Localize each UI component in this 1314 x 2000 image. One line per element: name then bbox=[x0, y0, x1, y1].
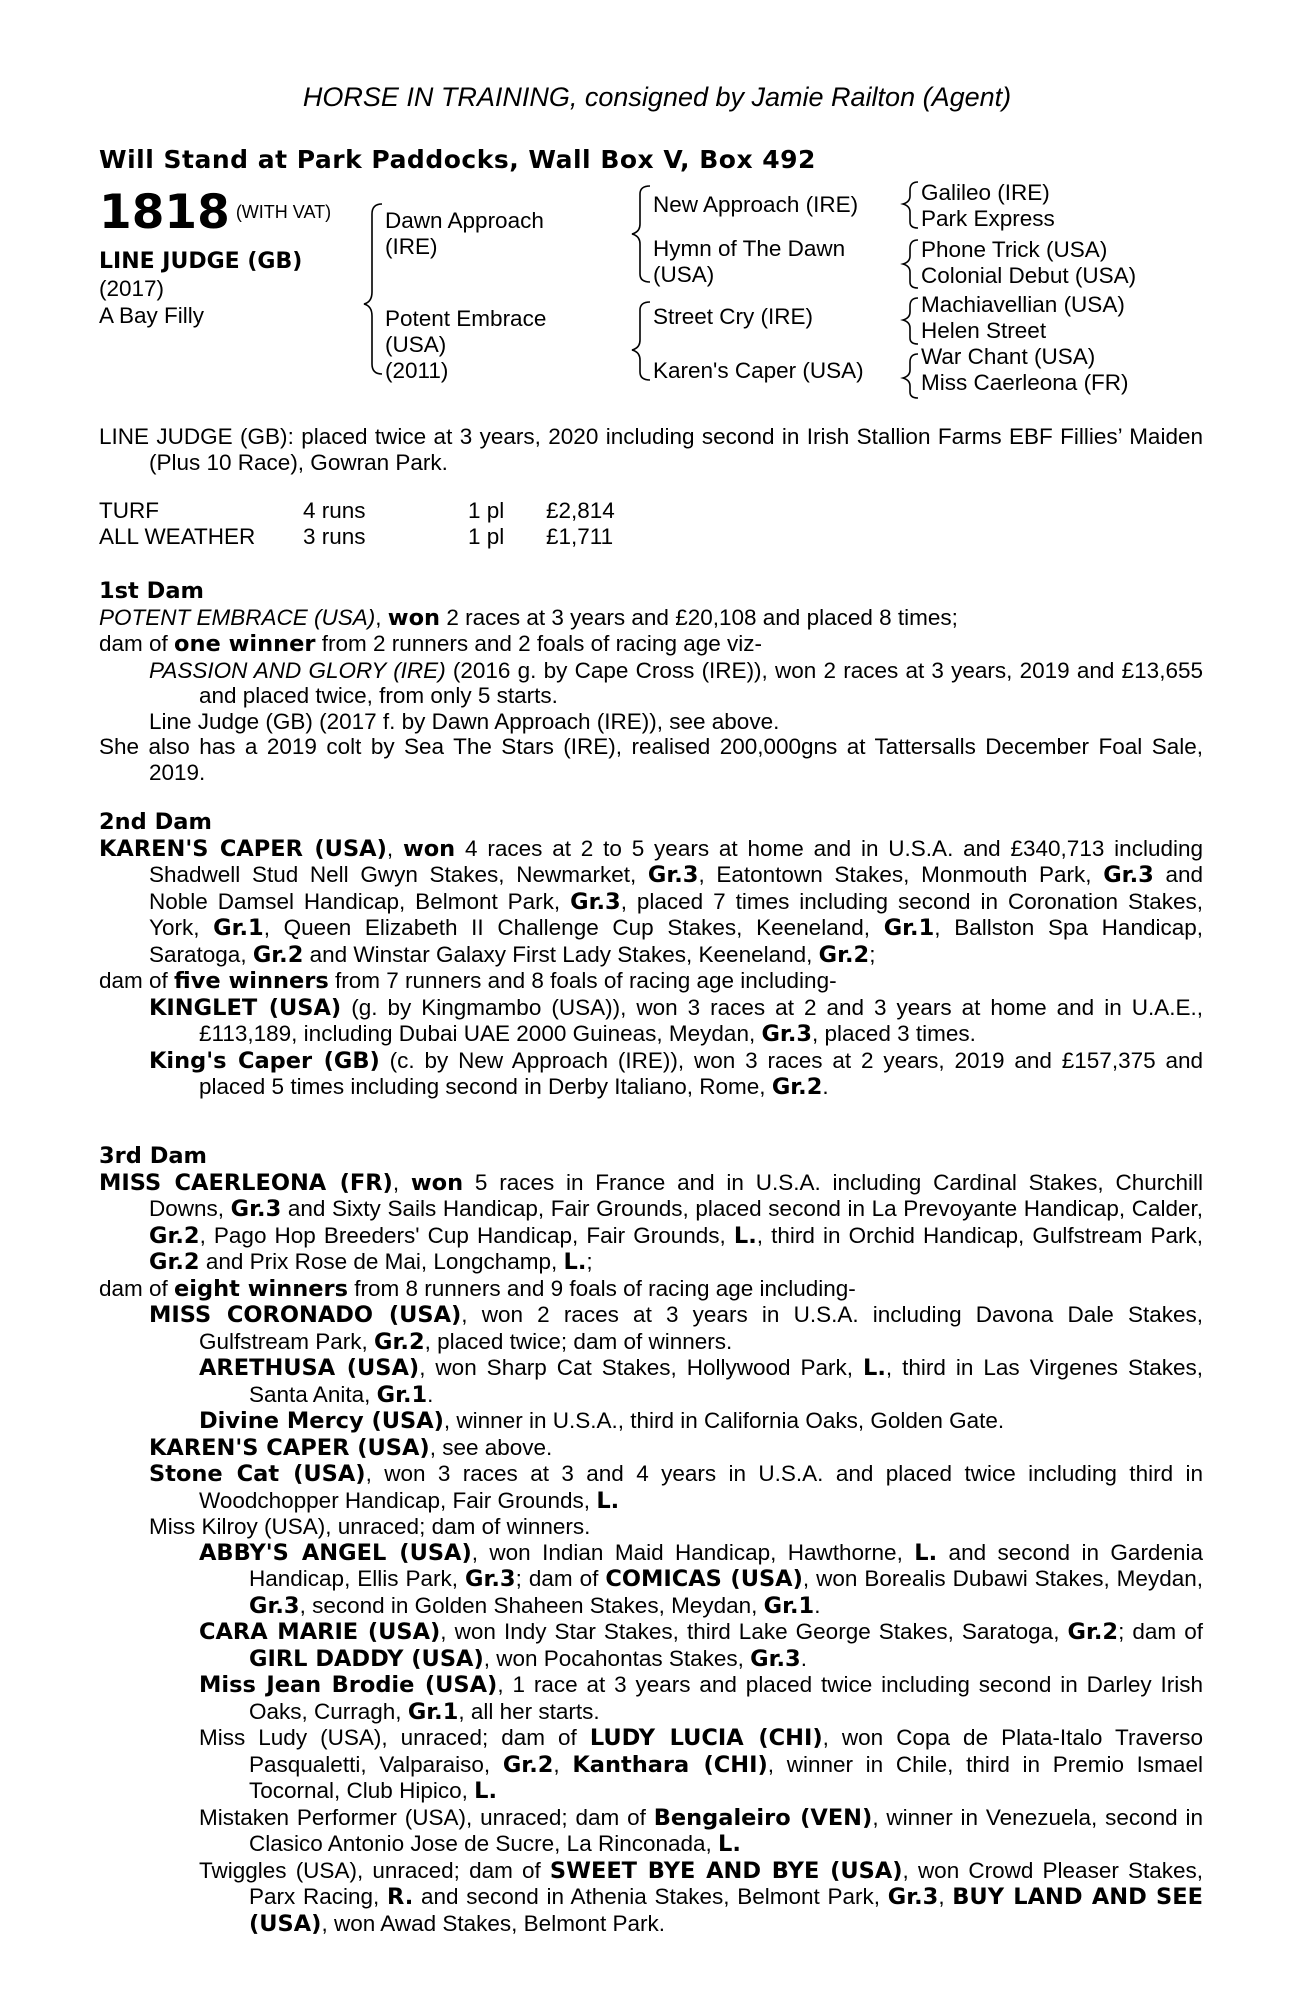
progeny-mistaken-performer: Mistaken Performer (USA), unraced; dam of Bengaleiro (VEN), winner in Venezuela, second in Clasico Antonio Jose de Sucre, La Rinconada, L. bbox=[199, 1804, 1204, 1857]
vat-label: (WITH VAT) bbox=[235, 202, 332, 222]
third-dam-of: dam of eight winners from 8 runners and 9 foals of racing age including- bbox=[99, 1275, 856, 1302]
pedigree-sds: Phone Trick (USA) bbox=[921, 237, 1108, 262]
second-dam-section bbox=[99, 810, 1203, 1101]
progeny-arethusa: ARETHUSA (USA), won Sharp Cat Stakes, Hollywood Park, L., third in Las Virgenes Stakes, Santa Anita, Gr.1. bbox=[199, 1355, 1204, 1408]
first-dam-note: She also has a 2019 colt by Sea The Stars (IRE), realised 200,000gns at Tattersalls December Foal Sale, 2019. bbox=[99, 734, 1203, 785]
pedigree-dam bbox=[385, 306, 546, 384]
brace-ss bbox=[903, 182, 918, 228]
summary-horse-name: LINE JUDGE (GB) bbox=[99, 424, 288, 449]
progeny-kings-caper: King's Caper (GB) (c. by New Approach (IRE)), won 3 races at 2 years, 2019 and £157,375 and placed 5 times including second in Derby Italiano, Rome, Gr.2. bbox=[149, 1047, 1204, 1100]
stats-placed: 1 pl bbox=[468, 524, 505, 549]
sire-line-2: (IRE) bbox=[385, 234, 438, 259]
first-dam-title: 1st Dam bbox=[99, 578, 204, 604]
second-dam-record: KAREN'S CAPER (USA), won 4 races at 2 to 5 years at home and in U.S.A. and £340,713 including Shadwell Stud Nell Gwyn Stakes, Newmarket, Gr.3, Eatontown Stakes, Monmouth Park, Gr.3 and Noble Damsel Handicap, Belmont Park, Gr.3, placed 7 times including second in Coronation Stakes, York, Gr.1, Queen Elizabeth II Challenge Cup Stakes, Keeneland, Gr.1, Ballston Spa Handicap, Saratoga, Gr.2 and Winstar Galaxy First Lady Stakes, Keeneland, Gr.2; bbox=[99, 835, 1203, 968]
pedigree-sire-sire: New Approach (IRE) bbox=[653, 192, 859, 217]
dam-line-3: (2011) bbox=[385, 358, 449, 383]
race-stats bbox=[99, 498, 615, 550]
horse-name: LINE JUDGE (GB) bbox=[99, 249, 303, 274]
progeny-stone-cat: Stone Cat (USA), won 3 races at 3 and 4 years in U.S.A. and placed twice including third in Woodchopper Handicap, Fair Grounds, L. bbox=[149, 1461, 1203, 1514]
stats-runs: 3 runs bbox=[303, 524, 366, 549]
brace-sd bbox=[903, 240, 918, 288]
stats-earnings: £1,711 bbox=[546, 524, 614, 549]
progeny-cara-marie: CARA MARIE (USA), won Indy Star Stakes, third Lake George Stakes, Saratoga, Gr.2; dam of GIRL DADDY (USA), won Pocahontas Stakes, Gr.3. bbox=[199, 1619, 1203, 1672]
stats-row bbox=[99, 498, 615, 524]
pedigree-sss: Galileo (IRE) bbox=[921, 180, 1050, 205]
progeny-text: Line Judge (GB) (2017 f. by Dawn Approach (IRE)), see above. bbox=[149, 708, 780, 734]
sire-dam-line-1: Hymn of The Dawn bbox=[653, 236, 846, 261]
third-dam-section bbox=[99, 1144, 1203, 1937]
brace-main bbox=[364, 204, 382, 374]
summary-text: : placed twice at 3 years, 2020 including second in Irish Stallion Farms EBF Fillies’ Maiden (Plus 10 Race), Gowran Park. bbox=[149, 424, 1203, 475]
progeny-kinglet: KINGLET (USA) (g. by Kingmambo (USA)), won 3 races at 2 and 3 years at home and in U.A.E., £113,189, including Dubai UAE 2000 Guineas, Meydan, Gr.3, placed 3 times. bbox=[149, 994, 1204, 1047]
stand-location: Will Stand at Park Paddocks, Wall Box V, Box 492 bbox=[99, 145, 816, 174]
pedigree-dss: Machiavellian (USA) bbox=[921, 292, 1125, 317]
pedigree-dam-dam: Karen's Caper (USA) bbox=[653, 358, 864, 383]
first-dam-of-pre: dam of bbox=[99, 631, 175, 656]
stats-runs: 4 runs bbox=[303, 498, 366, 523]
pedigree-dsd: Helen Street bbox=[921, 318, 1047, 343]
second-dam-title: 2nd Dam bbox=[99, 809, 212, 835]
first-dam-of-post: from 2 runners and 2 foals of racing age viz- bbox=[315, 631, 762, 656]
first-dam-record: 2 races at 3 years and £20,108 and placed 8 times; bbox=[440, 604, 958, 630]
brace-ds bbox=[903, 298, 918, 344]
stats-row bbox=[99, 524, 615, 550]
race-summary bbox=[99, 424, 1203, 475]
sire-line-1: Dawn Approach bbox=[385, 208, 544, 233]
page-header: HORSE IN TRAINING, consigned by Jamie Railton (Agent) bbox=[302, 82, 1012, 112]
stats-earnings: £2,814 bbox=[546, 498, 615, 523]
horse-year: (2017) bbox=[99, 276, 165, 301]
sire-dam-line-2: (USA) bbox=[653, 262, 715, 287]
pedigree-sire bbox=[385, 208, 544, 260]
first-dam-won: won bbox=[387, 604, 441, 631]
progeny-miss-jean-brodie: Miss Jean Brodie (USA), 1 race at 3 years and placed twice including second in Darley Irish Oaks, Curragh, Gr.1, all her starts. bbox=[199, 1672, 1203, 1725]
third-dam-record: MISS CAERLEONA (FR), won 5 races in France and in U.S.A. including Cardinal Stakes, Churchill Downs, Gr.3 and Sixty Sails Handicap, Fair Grounds, placed second in La Prevoyante Handicap, Calder, Gr.2, Pago Hop Breeders' Cup Handicap, Fair Grounds, L., third in Orchid Handicap, Gulfstream Park, Gr.2 and Prix Rose de Mai, Longchamp, L.; bbox=[99, 1169, 1204, 1275]
progeny-miss-coronado: MISS CORONADO (USA), won 2 races at 3 years in U.S.A. including Davona Dale Stakes, Gulfstream Park, Gr.2, placed twice; dam of winners. bbox=[149, 1302, 1203, 1355]
pedigree-ddd: Miss Caerleona (FR) bbox=[921, 370, 1129, 395]
stats-surface: TURF bbox=[99, 498, 159, 523]
progeny-name: PASSION AND GLORY (IRE) bbox=[149, 657, 446, 683]
second-dam-of: dam of five winners from 7 runners and 8 foals of racing age including- bbox=[99, 968, 837, 994]
pedigree-dds: War Chant (USA) bbox=[921, 344, 1096, 369]
horse-description: A Bay Filly bbox=[99, 303, 205, 328]
first-dam-winners: one winner bbox=[174, 631, 316, 657]
brace-dam bbox=[632, 302, 650, 380]
progeny-karens-caper: KAREN'S CAPER (USA), see above. bbox=[149, 1434, 553, 1461]
stats-placed: 1 pl bbox=[468, 498, 505, 523]
progeny-miss-ludy: Miss Ludy (USA), unraced; dam of LUDY LUCIA (CHI), won Copa de Plata-Italo Traverso Pasqualetti, Valparaiso, Gr.2, Kanthara (CHI), winner in Chile, third in Premio Ismael Tocornal, Club Hipico, L. bbox=[199, 1725, 1203, 1804]
progeny-twiggles: Twiggles (USA), unraced; dam of SWEET BYE AND BYE (USA), won Crowd Pleaser Stakes, Parx Racing, R. and second in Athenia Stakes, Belmont Park, Gr.3, BUY LAND AND SEE (USA), won Awad Stakes, Belmont Park. bbox=[199, 1857, 1204, 1937]
third-dam-title: 3rd Dam bbox=[99, 1143, 207, 1169]
pedigree-sire-dam bbox=[653, 236, 845, 288]
progeny-miss-kilroy: Miss Kilroy (USA), unraced; dam of winners. bbox=[149, 1514, 591, 1539]
brace-sire bbox=[632, 186, 650, 282]
pedigree-sdd: Colonial Debut (USA) bbox=[921, 263, 1137, 288]
first-dam-name: POTENT EMBRACE (USA) bbox=[99, 604, 376, 630]
progeny-abbys-angel: ABBY'S ANGEL (USA), won Indian Maid Handicap, Hawthorne, L. and second in Gardenia Handicap, Ellis Park, Gr.3; dam of COMICAS (USA), won Borealis Dubawi Stakes, Meydan, Gr.3, second in Golden Shaheen Stakes, Meydan, Gr.1. bbox=[199, 1539, 1203, 1619]
stats-surface: ALL WEATHER bbox=[99, 524, 256, 549]
dam-line-2: (USA) bbox=[385, 332, 447, 357]
brace-dd bbox=[903, 354, 918, 398]
pedigree-ssd: Park Express bbox=[921, 206, 1055, 231]
progeny-text: (2016 g. by Cape Cross (IRE)), won 2 races at 3 years, 2019 and £13,655 and placed twice, from only 5 starts. bbox=[199, 657, 1203, 708]
progeny-divine-mercy: Divine Mercy (USA), winner in U.S.A., third in California Oaks, Golden Gate. bbox=[199, 1408, 1005, 1434]
lot-number-value: 1818 bbox=[99, 185, 230, 240]
dam-line-1: Potent Embrace bbox=[385, 306, 547, 331]
pedigree-dam-sire: Street Cry (IRE) bbox=[653, 304, 814, 329]
first-dam-section: 1st Dam POTENT EMBRACE (USA), won 2 races at 3 years and £20,108 and placed 8 times; dam of one winner from 2 runners and 2 foals of racing age viz- PASSION AND GLORY (IRE) (2016 g. by Cape Cross (IRE)), won 2 races at 3 years, 2019 and £13,655 and placed twice, from only 5 starts. Line Judge (GB) (2017 f. by Dawn Approach (IRE)), see above. She also has a 2019 colt by Sea The Stars (IRE), realised 200,000gns at Tattersalls December Foal Sale, 2019. bbox=[99, 578, 1203, 785]
